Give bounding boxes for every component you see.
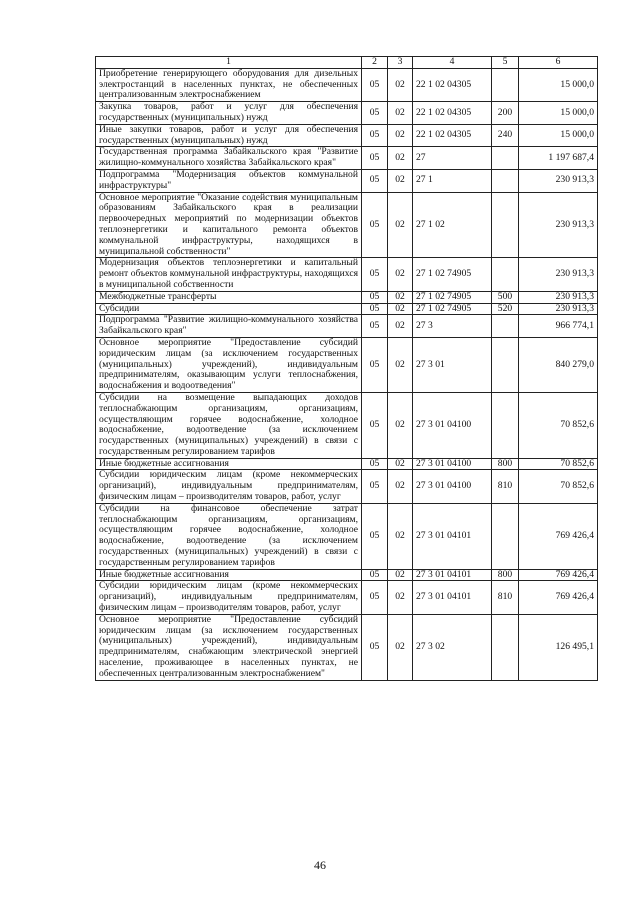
target-article-cell: 22 1 02 04305 <box>413 102 492 125</box>
amount-cell: 230 913,3 <box>519 192 598 258</box>
section-cell: 05 <box>362 315 388 338</box>
row-name-cell: Субсидии на финансовое обеспечение затрат теплоснабжающим организациям, организациям, осуществляющим горячее водоснабжение, холодное водоснабжение, водоотведение (за исключением государственных (муниципальных) учреждений) в связи с государственным регулированием тарифов <box>96 503 362 569</box>
expense-type-cell: 200 <box>492 102 519 125</box>
row-name-cell: Подпрограмма "Модернизация объектов коммунальной инфраструктуры" <box>96 169 362 192</box>
expense-type-cell <box>492 503 519 569</box>
table-row <box>96 102 598 125</box>
table-row <box>96 581 598 614</box>
section-cell: 05 <box>362 470 388 503</box>
row-name-cell: Субсидии <box>96 303 362 315</box>
subsection-cell: 02 <box>388 470 413 503</box>
expense-type-cell <box>492 192 519 258</box>
subsection-cell: 02 <box>388 192 413 258</box>
row-name-cell: Основное мероприятие "Предоставление субсидий юридическим лицам (за исключением государственных (муниципальных) учреждений), индивидуальным предпринимателям, снабжающим электрической энергией население, проживающее в населенных пунктах, не обеспеченных централизованным электроснабжением" <box>96 614 362 680</box>
target-article-cell: 27 3 01 04100 <box>413 470 492 503</box>
section-cell: 05 <box>362 569 388 581</box>
amount-cell: 769 426,4 <box>519 503 598 569</box>
row-name-cell: Государственная программа Забайкальского края "Развитие жилищно-коммунального хозяйства Забайкальского края" <box>96 147 362 170</box>
amount-cell: 70 852,6 <box>519 392 598 458</box>
expense-type-cell: 500 <box>492 291 519 303</box>
table-row <box>96 258 598 291</box>
table-row <box>96 503 598 569</box>
expense-type-cell: 240 <box>492 124 519 147</box>
column-header-6: 6 <box>519 57 598 69</box>
subsection-cell: 02 <box>388 315 413 338</box>
target-article-cell: 27 3 <box>413 315 492 338</box>
subsection-cell: 02 <box>388 124 413 147</box>
amount-cell: 230 913,3 <box>519 169 598 192</box>
table-row <box>96 124 598 147</box>
table-row <box>96 192 598 258</box>
section-cell: 05 <box>362 124 388 147</box>
section-cell: 05 <box>362 458 388 470</box>
table-body <box>96 68 598 680</box>
expense-type-cell <box>492 315 519 338</box>
expense-type-cell: 520 <box>492 303 519 315</box>
amount-cell: 230 913,3 <box>519 291 598 303</box>
target-article-cell: 27 3 01 04101 <box>413 569 492 581</box>
row-name-cell: Основное мероприятие "Предоставление субсидий юридическим лицам (за исключением государственных (муниципальных) учреждений), индивидуальным предпринимателям, оказывающим услуги теплоснабжения, водоснабжения и водоотведения" <box>96 337 362 392</box>
subsection-cell: 02 <box>388 258 413 291</box>
row-name-cell: Приобретение генерирующего оборудования для дизельных электростанций в населенных пунктах, не обеспеченных централизованным электроснабжением <box>96 68 362 101</box>
amount-cell: 966 774,1 <box>519 315 598 338</box>
table-row <box>96 68 598 101</box>
row-name-cell: Субсидии юридическим лицам (кроме некоммерческих организаций), индивидуальным предпринимателям, физическим лицам – производителям товаров, работ, услуг <box>96 581 362 614</box>
table-row <box>96 147 598 170</box>
target-article-cell: 27 1 <box>413 169 492 192</box>
expense-type-cell <box>492 68 519 101</box>
row-name-cell: Подпрограмма "Развитие жилищно-коммунального хозяйства Забайкальского края" <box>96 315 362 338</box>
row-name-cell: Межбюджетные трансферты <box>96 291 362 303</box>
table-row <box>96 315 598 338</box>
table-row <box>96 169 598 192</box>
subsection-cell: 02 <box>388 581 413 614</box>
row-name-cell: Закупка товаров, работ и услуг для обеспечения государственных (муниципальных) нужд <box>96 102 362 125</box>
subsection-cell: 02 <box>388 569 413 581</box>
expense-type-cell: 810 <box>492 581 519 614</box>
table-row <box>96 470 598 503</box>
expense-type-cell <box>492 337 519 392</box>
section-cell: 05 <box>362 614 388 680</box>
subsection-cell: 02 <box>388 503 413 569</box>
budget-table <box>95 56 598 681</box>
table-row <box>96 458 598 470</box>
subsection-cell: 02 <box>388 147 413 170</box>
expense-type-cell <box>492 169 519 192</box>
row-name-cell: Иные бюджетные ассигнования <box>96 458 362 470</box>
subsection-cell: 02 <box>388 458 413 470</box>
table-row <box>96 569 598 581</box>
section-cell: 05 <box>362 392 388 458</box>
section-cell: 05 <box>362 291 388 303</box>
section-cell: 05 <box>362 337 388 392</box>
page-number: 46 <box>314 858 326 872</box>
amount-cell: 230 913,3 <box>519 303 598 315</box>
column-header-1: 1 <box>96 57 362 69</box>
subsection-cell: 02 <box>388 291 413 303</box>
amount-cell: 70 852,6 <box>519 458 598 470</box>
row-name-cell: Субсидии на возмещение выпадающих доходов теплоснабжающим организациям, организациям, осуществляющим горячее водоснабжение, холодное водоснабжение, водоотведение (за исключением государственных (муниципальных) учреждений) в связи с государственным регулированием тарифов <box>96 392 362 458</box>
section-cell: 05 <box>362 68 388 101</box>
target-article-cell: 27 3 01 <box>413 337 492 392</box>
target-article-cell: 27 3 01 04101 <box>413 581 492 614</box>
section-cell: 05 <box>362 503 388 569</box>
expense-type-cell: 800 <box>492 569 519 581</box>
column-header-2: 2 <box>362 57 388 69</box>
amount-cell: 230 913,3 <box>519 258 598 291</box>
amount-cell: 769 426,4 <box>519 569 598 581</box>
section-cell: 05 <box>362 258 388 291</box>
column-header-5: 5 <box>492 57 519 69</box>
table-header-row <box>96 57 598 69</box>
section-cell: 05 <box>362 147 388 170</box>
row-name-cell: Модернизация объектов теплоэнергетики и капитальный ремонт объектов коммунальной инфраструктуры, находящихся в муниципальной собственности <box>96 258 362 291</box>
table-row <box>96 337 598 392</box>
target-article-cell: 27 3 01 04101 <box>413 503 492 569</box>
subsection-cell: 02 <box>388 68 413 101</box>
section-cell: 05 <box>362 102 388 125</box>
table-row <box>96 392 598 458</box>
target-article-cell: 27 1 02 <box>413 192 492 258</box>
row-name-cell: Иные бюджетные ассигнования <box>96 569 362 581</box>
expense-type-cell <box>492 147 519 170</box>
column-header-3: 3 <box>388 57 413 69</box>
subsection-cell: 02 <box>388 337 413 392</box>
subsection-cell: 02 <box>388 169 413 192</box>
amount-cell: 15 000,0 <box>519 102 598 125</box>
expense-type-cell: 810 <box>492 470 519 503</box>
subsection-cell: 02 <box>388 303 413 315</box>
amount-cell: 15 000,0 <box>519 124 598 147</box>
section-cell: 05 <box>362 303 388 315</box>
target-article-cell: 27 1 02 74905 <box>413 291 492 303</box>
table-row <box>96 614 598 680</box>
table-row <box>96 291 598 303</box>
table-row <box>96 303 598 315</box>
target-article-cell: 27 1 02 74905 <box>413 303 492 315</box>
row-name-cell: Иные закупки товаров, работ и услуг для обеспечения государственных (муниципальных) нужд <box>96 124 362 147</box>
expense-type-cell <box>492 258 519 291</box>
target-article-cell: 27 3 01 04100 <box>413 392 492 458</box>
target-article-cell: 27 3 02 <box>413 614 492 680</box>
target-article-cell: 22 1 02 04305 <box>413 68 492 101</box>
expense-type-cell <box>492 392 519 458</box>
section-cell: 05 <box>362 192 388 258</box>
row-name-cell: Субсидии юридическим лицам (кроме некоммерческих организаций), индивидуальным предпринимателям, физическим лицам – производителям товаров, работ, услуг <box>96 470 362 503</box>
column-header-4: 4 <box>413 57 492 69</box>
expense-type-cell: 800 <box>492 458 519 470</box>
subsection-cell: 02 <box>388 614 413 680</box>
amount-cell: 15 000,0 <box>519 68 598 101</box>
amount-cell: 1 197 687,4 <box>519 147 598 170</box>
amount-cell: 840 279,0 <box>519 337 598 392</box>
section-cell: 05 <box>362 581 388 614</box>
target-article-cell: 27 3 01 04100 <box>413 458 492 470</box>
amount-cell: 70 852,6 <box>519 470 598 503</box>
amount-cell: 126 495,1 <box>519 614 598 680</box>
subsection-cell: 02 <box>388 102 413 125</box>
target-article-cell: 22 1 02 04305 <box>413 124 492 147</box>
amount-cell: 769 426,4 <box>519 581 598 614</box>
target-article-cell: 27 1 02 74905 <box>413 258 492 291</box>
row-name-cell: Основное мероприятие "Оказание содействия муниципальным образованиям Забайкальского края в реализации первоочередных мероприятий по модернизации объектов теплоэнергетики и капитального ремонта объектов коммунальной инфраструктуры, находящихся в муниципальной собственности" <box>96 192 362 258</box>
expense-type-cell <box>492 614 519 680</box>
section-cell: 05 <box>362 169 388 192</box>
subsection-cell: 02 <box>388 392 413 458</box>
target-article-cell: 27 <box>413 147 492 170</box>
